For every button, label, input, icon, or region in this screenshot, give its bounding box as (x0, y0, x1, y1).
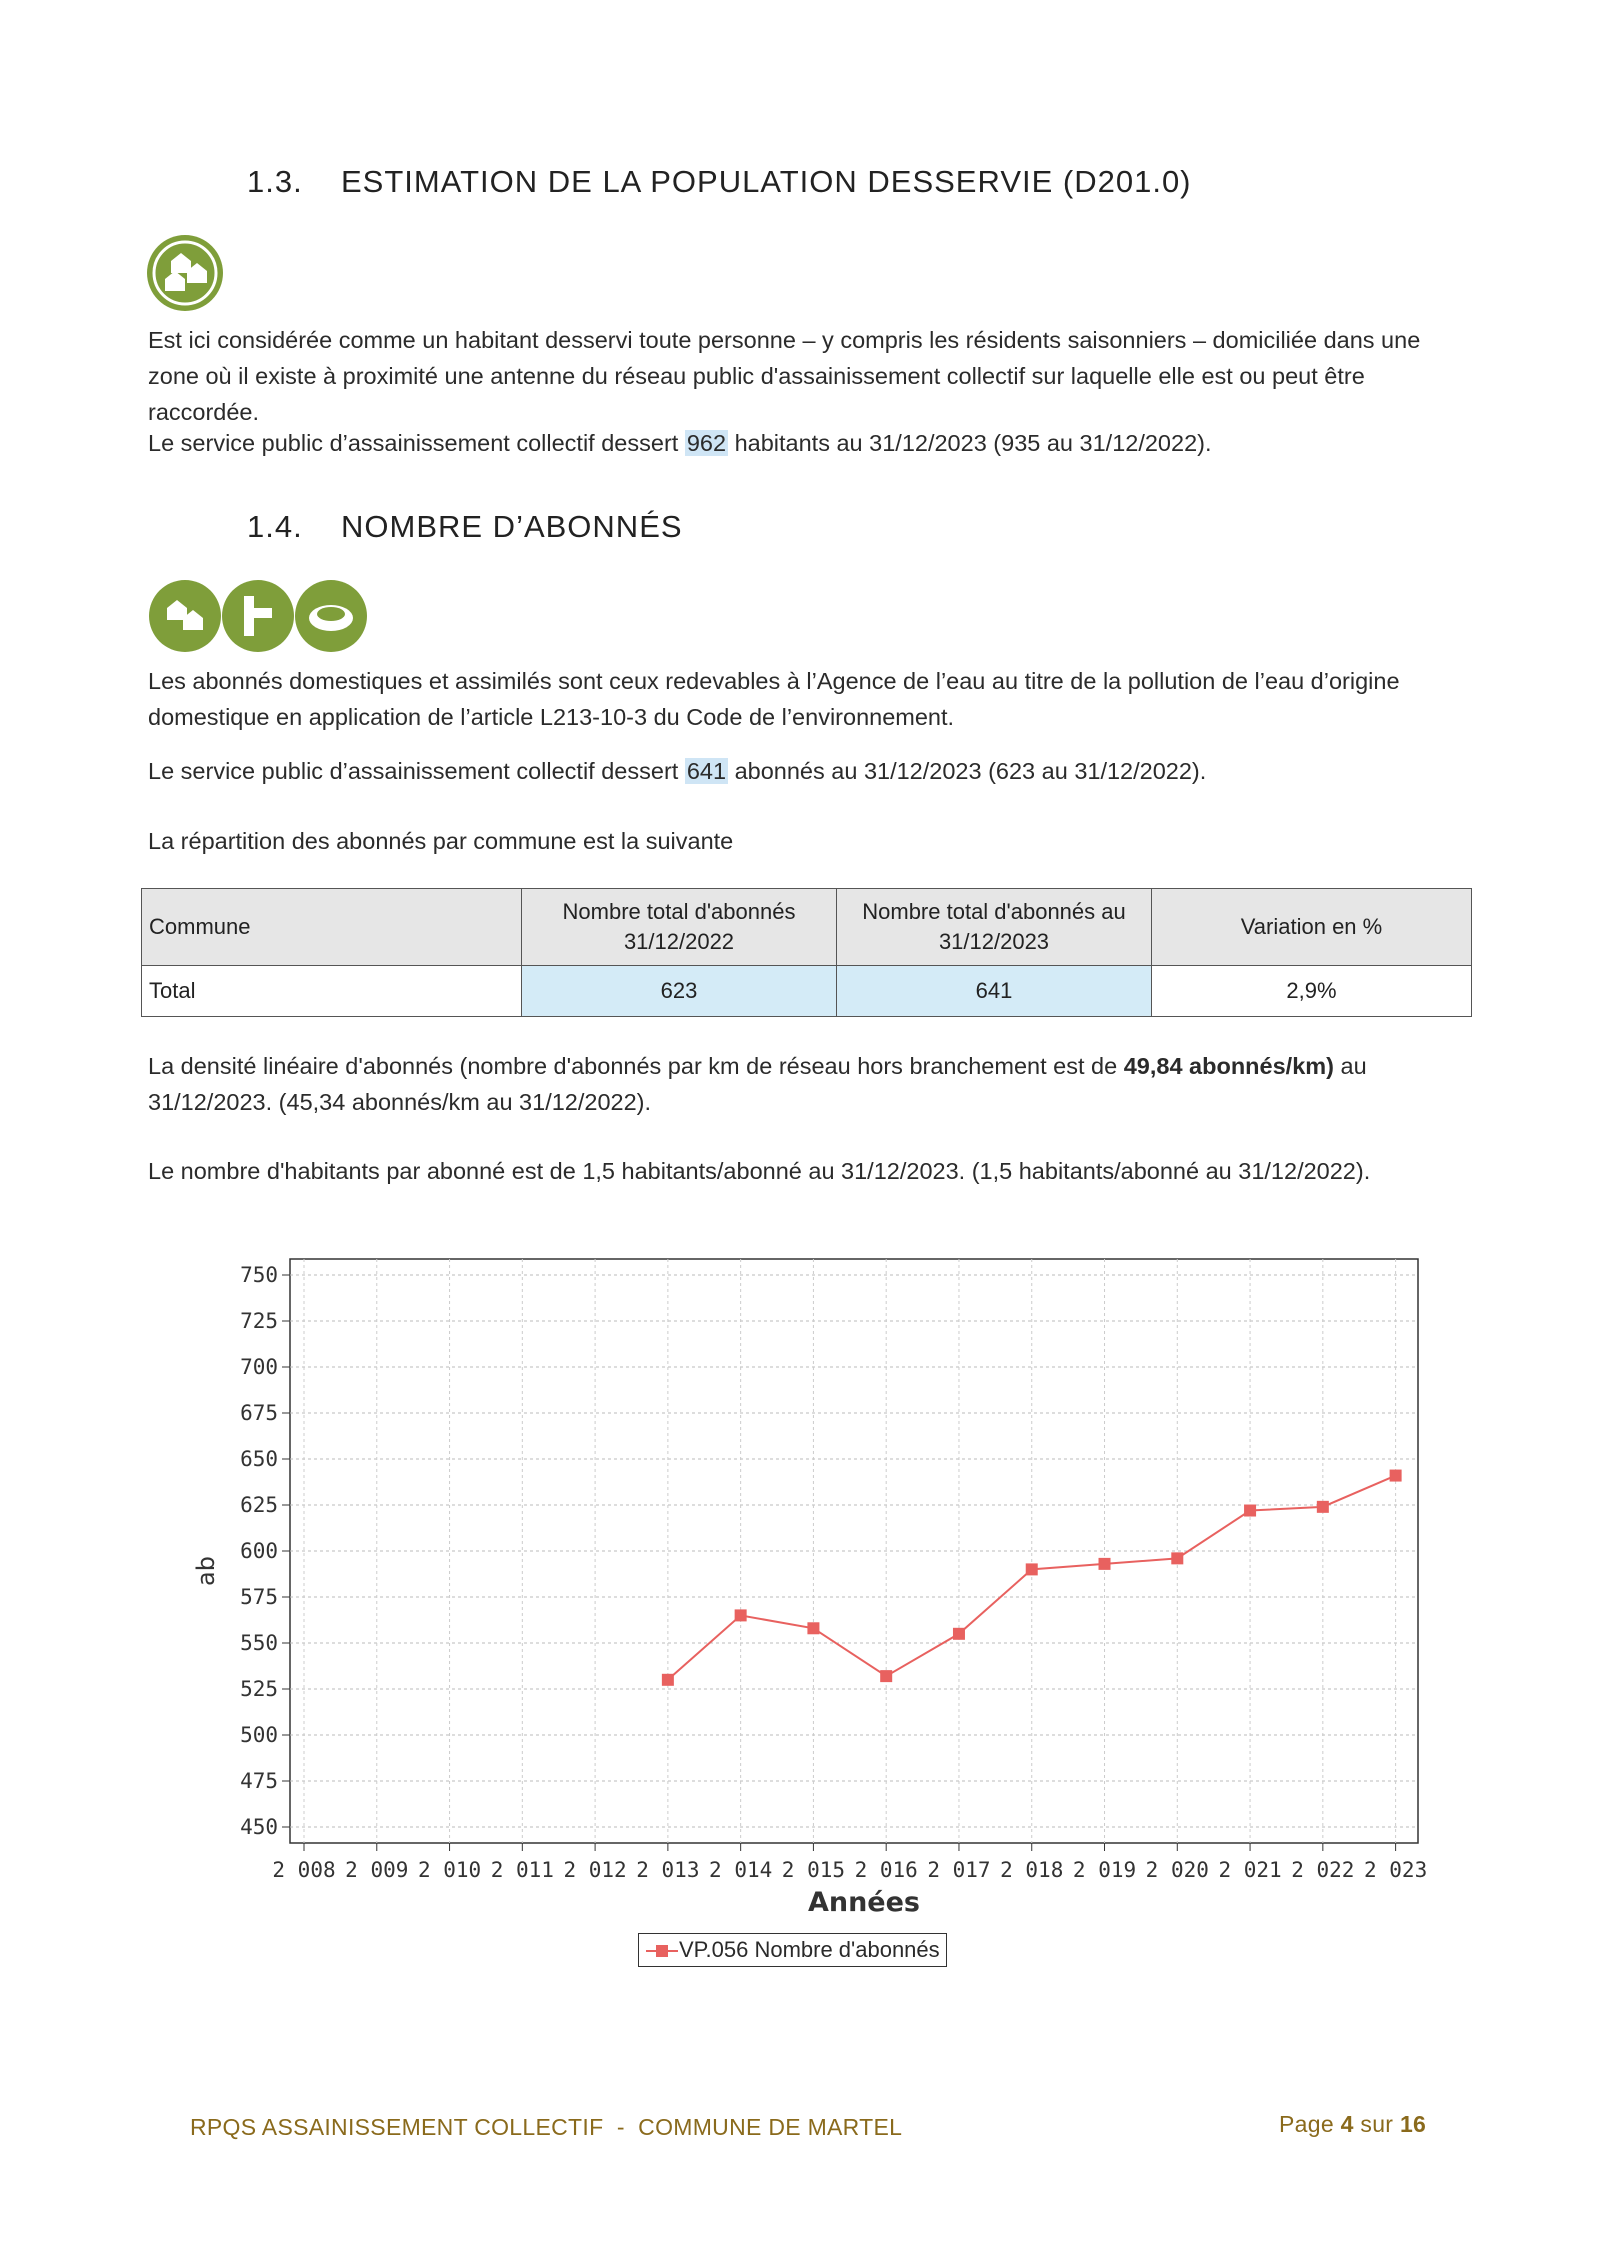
table-row (142, 966, 1472, 1017)
y-tick-label: 450 (240, 1815, 278, 1839)
x-tick-label: 2 015 (781, 1858, 846, 1882)
data-point (953, 1628, 965, 1640)
data-point (1026, 1563, 1038, 1575)
section-number: 1.3. (247, 164, 303, 199)
data-point (807, 1622, 819, 1634)
x-tick-label: 2 014 (709, 1858, 773, 1882)
section-1-3-paragraph: Est ici considérée comme un habitant desservi toute personne – y compris les résidents saisonniers – domiciliée dans une zone où il existe à proximité une antenne du réseau public d'assainissement collectif sur laquelle elle est ou peut être raccordée. (148, 327, 1421, 425)
x-tick-label: 2 012 (563, 1858, 627, 1882)
y-tick-label: 625 (240, 1493, 278, 1517)
data-point (1099, 1558, 1111, 1570)
population-statement: Le service public d’assainissement collectif dessert 962 habitants au 31/12/2023 (935 au 31/12/2022). (148, 430, 1212, 456)
x-tick-label: 2 016 (854, 1858, 918, 1882)
y-tick-label: 575 (240, 1585, 278, 1609)
data-point (1317, 1501, 1329, 1513)
section-title: ESTIMATION DE LA POPULATION DESSERVIE (D201.0) (341, 164, 1192, 199)
subscribers-statement: Le service public d’assainissement collectif dessert 641 abonnés au 31/12/2023 (623 au 31/12/2022). (148, 758, 1207, 784)
x-axis-title: Années (807, 1887, 921, 1918)
footer-left: RPQS ASSAINISSEMENT COLLECTIF - COMMUNE DE MARTEL (190, 2114, 903, 2140)
section-1-4-heading (247, 509, 683, 545)
y-tick-label: 650 (240, 1447, 278, 1471)
x-tick-label: 2 010 (417, 1858, 482, 1882)
y-axis-title: ab (192, 1556, 220, 1586)
subscribers-table (141, 888, 1472, 1017)
legend-label: VP.056 Nombre d'abonnés (679, 1937, 940, 1962)
table-header-cell: Variation en % (1152, 889, 1472, 966)
population-value: 962 (686, 430, 727, 456)
y-tick-label: 600 (240, 1539, 278, 1563)
data-point (1390, 1470, 1402, 1482)
data-point (662, 1674, 674, 1686)
y-tick-label: 675 (240, 1401, 278, 1425)
x-tick-label: 2 008 (272, 1858, 336, 1882)
table-cell: 623 (522, 966, 837, 1017)
table-header-cell: Nombre total d'abonnés 31/12/2022 (522, 889, 837, 966)
x-tick-label: 2 018 (1000, 1858, 1064, 1882)
density-value: 49,84 abonnés/km) (1123, 1053, 1334, 1079)
table-header-cell: Nombre total d'abonnés au 31/12/2023 (837, 889, 1152, 966)
y-tick-label: 550 (240, 1631, 278, 1655)
x-tick-label: 2 013 (636, 1858, 700, 1882)
section-1-4-paragraph: Les abonnés domestiques et assimilés sont ceux redevables à l’Agence de l’eau au titre de la pollution de l’eau d’origine domestique en application de l’article L213-10-3 du Code de l’environnement. (148, 668, 1400, 730)
subscribers-value: 641 (686, 758, 727, 784)
y-tick-label: 725 (240, 1309, 278, 1333)
section-number: 1.4. (247, 509, 303, 544)
houses-tap-meter-icon (147, 578, 369, 654)
subscribers-line-chart (190, 1255, 1450, 1935)
habitants-per-subscriber-paragraph: Le nombre d'habitants par abonné est de 1,5 habitants/abonné au 31/12/2023. (1,5 habitants/abonné au 31/12/2022). (148, 1158, 1371, 1184)
page-number: 4 (1340, 2111, 1354, 2137)
y-tick-label: 750 (240, 1263, 278, 1287)
x-tick-label: 2 009 (345, 1858, 409, 1882)
table-cell: 2,9% (1152, 966, 1472, 1017)
section-1-3-heading (247, 164, 1192, 200)
y-tick-label: 700 (240, 1355, 278, 1379)
data-point (1244, 1505, 1256, 1517)
x-tick-label: 2 019 (1072, 1858, 1137, 1882)
y-tick-label: 525 (240, 1677, 278, 1701)
table-header-row (142, 889, 1472, 966)
distribution-intro: La répartition des abonnés par commune est la suivante (148, 828, 734, 854)
section-title: NOMBRE D’ABONNÉS (341, 509, 683, 544)
x-tick-label: 2 011 (490, 1858, 554, 1882)
x-tick-label: 2 017 (927, 1858, 991, 1882)
subscribers-icons (147, 578, 369, 654)
x-tick-label: 2 020 (1145, 1858, 1209, 1882)
data-point (1171, 1552, 1183, 1564)
population-icon (147, 235, 223, 311)
density-paragraph: La densité linéaire d'abonnés (nombre d'abonnés par km de réseau hors branchement est de 49,84 abonnés/km) au 31/12/2023. (45,34 abonnés/km au 31/12/2022). (148, 1053, 1367, 1115)
chart-legend (638, 1933, 947, 1967)
table-header-cell: Commune (142, 889, 522, 966)
data-point (880, 1670, 892, 1682)
table-cell: 641 (837, 966, 1152, 1017)
y-tick-label: 500 (240, 1723, 278, 1747)
x-tick-label: 2 021 (1218, 1858, 1282, 1882)
houses-icon (147, 235, 223, 311)
page-total: 16 (1399, 2111, 1427, 2137)
y-tick-label: 475 (240, 1769, 278, 1793)
x-tick-label: 2 022 (1291, 1858, 1355, 1882)
data-point (735, 1609, 747, 1621)
table-cell: Total (142, 966, 522, 1017)
footer-page: Page 4 sur 16 (1279, 2111, 1427, 2137)
x-tick-label: 2 023 (1364, 1858, 1428, 1882)
legend-marker-icon (645, 1943, 679, 1959)
